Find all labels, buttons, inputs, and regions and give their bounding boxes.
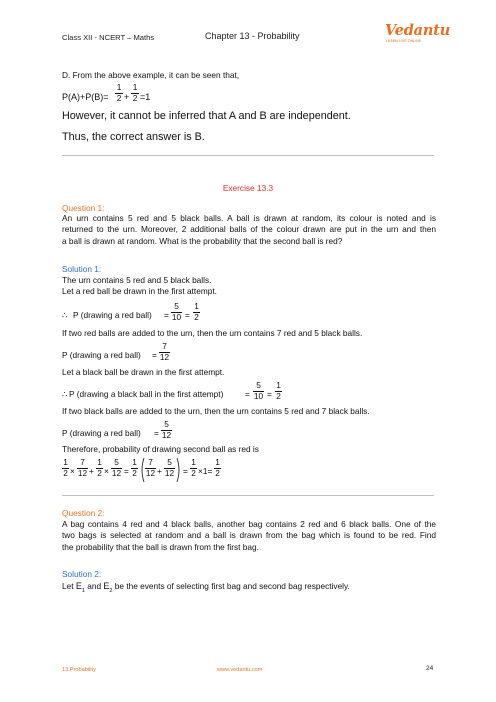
final-frac-1-2 xyxy=(214,458,221,478)
fraction-1-2 xyxy=(275,381,282,401)
equals-sign: = xyxy=(124,466,129,476)
frac-den: 2 xyxy=(194,312,199,322)
question-1-text xyxy=(62,213,436,247)
frac-den: 2 xyxy=(63,468,68,478)
frac-den: 12 xyxy=(161,430,172,440)
event-e1: $E_1$ xyxy=(75,581,85,594)
final-frac-1-2 xyxy=(190,458,197,478)
solution-1-line2: Let a red ball be drawn in the first attempt. xyxy=(62,286,217,296)
frac-den: 2 xyxy=(97,468,102,478)
frac-num: 5 xyxy=(174,301,179,311)
equals-sign: = xyxy=(245,389,250,399)
fraction-5-10 xyxy=(171,302,182,322)
frac-num: 7 xyxy=(80,457,85,467)
frac-num: 1 xyxy=(63,457,68,467)
fraction-7-12 xyxy=(159,342,170,362)
fraction-5-10 xyxy=(253,381,264,401)
final-frac-1-2 xyxy=(131,458,138,478)
right-paren xyxy=(176,457,182,483)
frac-den: 12 xyxy=(111,468,122,478)
frac-den: 12 xyxy=(159,352,170,362)
final-frac-1-2 xyxy=(96,458,103,478)
final-frac-7-12 xyxy=(77,458,88,478)
part-d-line2: Thus, the correct answer is B. xyxy=(62,131,205,143)
solution-1-title: Solution 1: xyxy=(62,264,102,274)
solution-1-line6: Therefore, probability of drawing second ball as red is xyxy=(62,444,259,454)
frac-den: 12 xyxy=(77,468,88,478)
question-2-text xyxy=(62,519,436,553)
let-word: Let xyxy=(62,581,74,591)
final-frac-7-12 xyxy=(145,458,156,478)
page-number: 24 xyxy=(426,665,434,672)
frac-num: 5 xyxy=(114,457,119,467)
final-frac-1-2 xyxy=(62,458,69,478)
frac-num: 5 xyxy=(256,380,261,390)
plus-sign: + xyxy=(157,466,162,476)
question-2-title: Question 2: xyxy=(62,508,105,518)
question-2-line: the probability that the ball is drawn from the first bag. xyxy=(62,541,259,552)
part-d-intro: D. From the above example, it can be seen that, xyxy=(62,70,240,80)
frac-den: 2 xyxy=(116,93,122,103)
event-e2: $E_2$ xyxy=(103,581,113,594)
therefore-symbol: ∴ xyxy=(62,310,68,320)
equals-sign: = xyxy=(164,310,169,320)
part-d-frac-1 xyxy=(115,83,123,103)
frac-den: 2 xyxy=(132,93,138,103)
frac-num: 1 xyxy=(194,301,199,311)
p-red-label: P (drawing a red ball) xyxy=(73,310,152,320)
equals-sign: = xyxy=(154,428,159,438)
frac-den: 12 xyxy=(164,468,175,478)
frac-den: 2 xyxy=(215,468,220,478)
frac-num: 7 xyxy=(162,341,167,351)
p-red-label-3: P (drawing a red ball) xyxy=(62,428,141,438)
frac-den: 2 xyxy=(191,468,196,478)
solution-1-line4: Let a black ball be drawn in the first attempt. xyxy=(62,367,225,377)
frac-den: 10 xyxy=(171,312,182,322)
p-red-label-2: P (drawing a red ball) xyxy=(62,350,141,360)
divider xyxy=(62,155,434,156)
frac-num: 1 xyxy=(97,457,102,467)
equals-sign: = xyxy=(267,389,272,399)
final-frac-5-12 xyxy=(111,458,122,478)
vedantu-logo xyxy=(385,22,451,46)
frac-num: 1 xyxy=(116,82,122,92)
logo-tagline: LEARN LIVE ONLINE xyxy=(386,39,422,43)
chapter-title: Chapter 13 - Probability xyxy=(205,31,300,41)
p-black-label: P (drawing a black ball in the first attempt) xyxy=(69,389,224,399)
frac-den: 12 xyxy=(145,468,156,478)
solution-2-title: Solution 2: xyxy=(62,569,102,579)
footer-website: www.vedantu.com xyxy=(217,667,263,673)
times-sign: × xyxy=(104,466,109,476)
plus-sign: + xyxy=(89,466,94,476)
therefore-symbol: ∴ xyxy=(62,389,68,399)
question-1-line: a ball is drawn at random. What is the probability that the second ball is red? xyxy=(62,235,343,246)
equals-sign: = xyxy=(183,466,188,476)
times-one-equals: ×1= xyxy=(198,466,213,476)
equals-sign: = xyxy=(185,310,190,320)
exercise-title: Exercise 13.3 xyxy=(222,183,274,193)
solution-1-line5: If two black balls are added to the urn, then the urn contains 5 red and 7 black balls. xyxy=(62,406,370,416)
frac-den: 2 xyxy=(132,468,137,478)
question-2-line: two bags is selected at random and a ball is drawn from the bag which is found to be red. Find xyxy=(62,530,436,541)
solution-2-line xyxy=(62,581,350,597)
fraction-5-12 xyxy=(161,420,172,440)
frac-den: 2 xyxy=(276,391,281,401)
equals-sign: = xyxy=(152,350,157,360)
part-d-line1: However, it cannot be inferred that A and B are independent. xyxy=(62,110,351,122)
question-2-line: A bag contains 4 red and 4 black balls, another bag contains 2 red and 6 black balls. One of the xyxy=(62,519,436,529)
frac-num: 1 xyxy=(132,457,137,467)
solution-1-line3: If two red balls are added to the urn, then the urn contains 7 red and 5 black balls. xyxy=(62,328,363,338)
part-d-plus: + xyxy=(124,92,130,102)
part-d-frac-2 xyxy=(131,83,139,103)
solution-2-rest: be the events of selecting first bag and second bag respectively. xyxy=(114,581,350,591)
question-1-line: An urn contains 5 red and 5 black balls. A ball is drawn at random, its colour is noted and is xyxy=(62,213,436,223)
frac-num: 1 xyxy=(132,82,138,92)
final-frac-5-12 xyxy=(164,458,175,478)
fraction-1-2 xyxy=(193,302,200,322)
frac-num: 7 xyxy=(148,457,153,467)
question-1-title: Question 1: xyxy=(62,203,105,213)
frac-num: 1 xyxy=(276,380,281,390)
divider xyxy=(62,495,434,496)
class-label: Class XII - NCERT – Maths xyxy=(62,33,155,42)
footer-chapter: 13.Probability xyxy=(62,667,96,673)
frac-num: 5 xyxy=(167,457,172,467)
part-d-eq-lhs: P(A)+P(B)= xyxy=(62,92,109,102)
frac-num: 1 xyxy=(191,457,196,467)
frac-num: 1 xyxy=(215,457,220,467)
frac-num: 5 xyxy=(164,419,169,429)
part-d-eq-rhs: =1 xyxy=(140,92,151,102)
frac-den: 10 xyxy=(253,391,264,401)
solution-1-line1: The urn contains 5 red and 5 black balls. xyxy=(62,275,212,285)
times-sign: × xyxy=(70,466,75,476)
question-1-line: returned to the urn. Moreover, 2 additional balls of the colour drawn are put in the urn and then xyxy=(62,224,436,235)
and-word: and xyxy=(87,581,102,591)
logo-wordmark: Vedantu xyxy=(385,22,451,39)
